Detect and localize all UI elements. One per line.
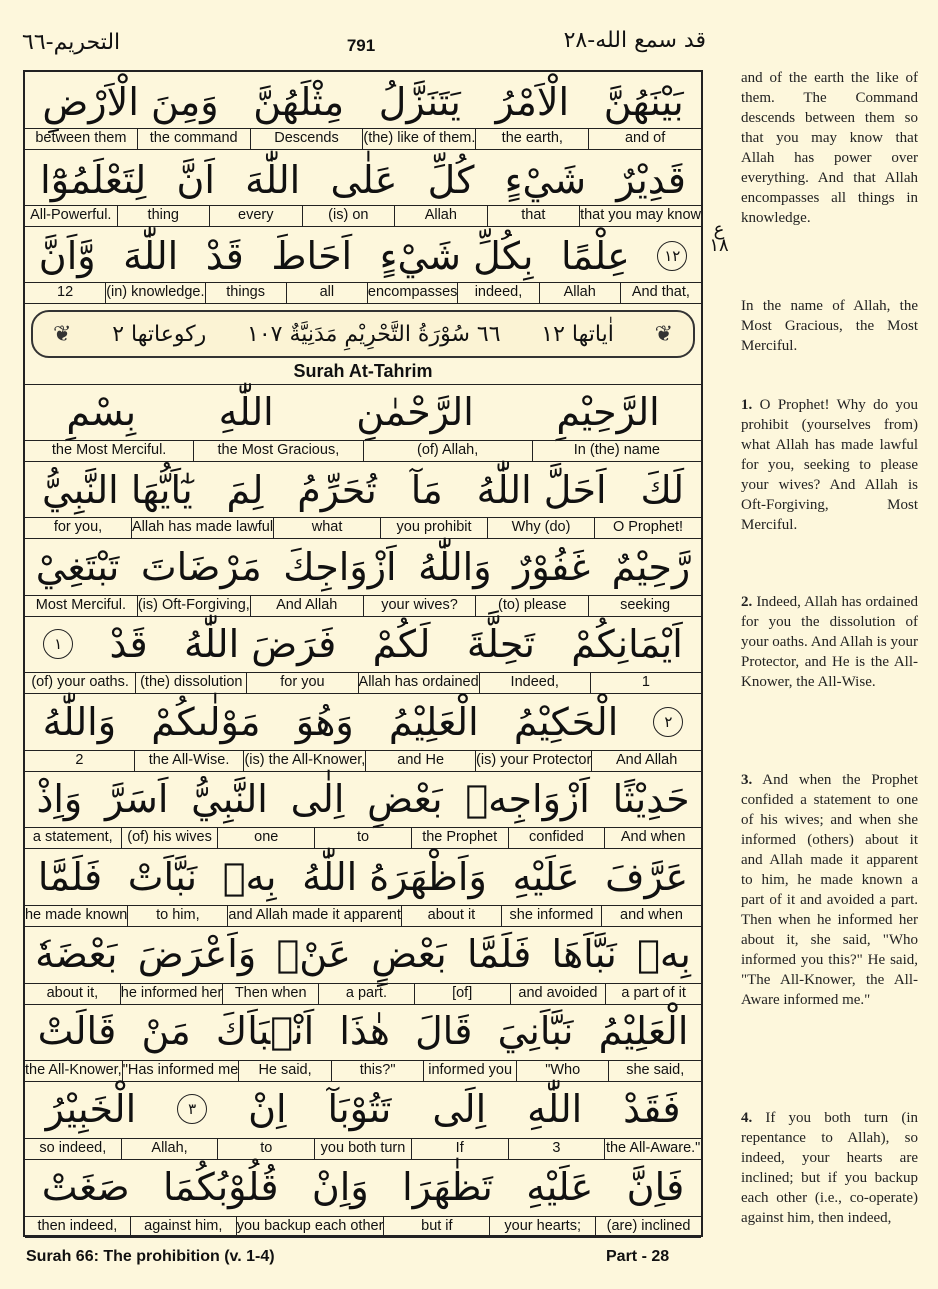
arabic-word: قَدْ <box>109 622 148 666</box>
translation-cell: the Most Merciful. <box>51 442 167 458</box>
side-paragraph <box>741 395 918 535</box>
arabic-word: اَحَاطَ <box>271 234 353 278</box>
arabic-word: اِلٰى <box>290 777 345 821</box>
translation-cell: O Prophet! <box>594 518 701 538</box>
arabic-verse-line <box>25 232 701 280</box>
arabic-word: غَفُوْرٌ <box>513 545 591 589</box>
translation-cell: In (the) name <box>532 441 701 461</box>
arabic-word: اَيْمَانِكُمْ <box>571 622 683 666</box>
translation-cell: He said, <box>238 1061 331 1081</box>
translation-cell: Indeed, <box>479 673 590 693</box>
translation-cell: she said, <box>608 1061 701 1081</box>
arabic-word: مَنْ <box>141 1009 191 1053</box>
translation-cell: the earth, <box>475 129 588 149</box>
translation-cell: Allah has ordained <box>358 673 479 693</box>
ayah-number-marker: ١ <box>43 629 73 659</box>
english-translation-line <box>25 205 701 227</box>
translation-cell: Allah <box>539 283 620 303</box>
arabic-word: اللّٰهِ <box>218 390 274 434</box>
translation-cell: a part of it <box>605 984 701 1004</box>
english-translation-line <box>25 517 701 539</box>
arabic-verse-line <box>25 1085 701 1133</box>
translation-cell: (of) Allah, <box>363 441 532 461</box>
arabic-word: بِسْمِ <box>66 390 137 434</box>
arabic-word: الْحَكِيْمُ <box>513 700 619 744</box>
translation-cell: and He <box>365 751 475 771</box>
translation-cell: your wives? <box>363 596 476 616</box>
translation-cell: that <box>487 206 580 226</box>
arabic-word: عَلَيْهِ <box>512 855 580 899</box>
translation-cell: Then when <box>222 984 318 1004</box>
translation-cell: you both turn <box>314 1139 411 1159</box>
arabic-word: تَظٰهَرَا <box>402 1165 493 1209</box>
arabic-word: اَسَرَّ <box>105 777 169 821</box>
arabic-word: بَعْضِ <box>367 777 443 821</box>
arabic-word: عِلْمًا <box>560 234 630 278</box>
arabic-word: فَلَمَّا <box>37 855 103 899</box>
header-juz-arabic: قد سمع الله-٢٨ <box>563 28 706 53</box>
arabic-word: وَمِنَ الْاَرْضِ <box>42 80 219 124</box>
translation-cell: (is) Oft-Forgiving, <box>137 596 250 616</box>
arabic-word: اَزْوَاجِهٖ <box>465 777 590 821</box>
translation-cell: Why (do) <box>487 518 594 538</box>
english-translation-line <box>25 282 701 304</box>
arabic-verse-line <box>25 930 701 978</box>
arabic-word: بِهٖ <box>637 932 691 976</box>
arabic-word: وَاللّٰهُ <box>418 545 492 589</box>
translation-cell: (is) the All-Knower, <box>243 751 365 771</box>
arabic-verse-line <box>25 775 701 823</box>
translation-cell: you backup each other <box>236 1217 384 1237</box>
arabic-verse-line <box>25 620 701 668</box>
translation-cell: she informed <box>501 906 601 926</box>
arabic-word: وَاللّٰهُ <box>42 700 117 744</box>
arabic-word: نَبَّاَتْ <box>127 855 198 899</box>
arabic-word: بَعْضَهٗ <box>35 932 118 976</box>
translation-cell: about it, <box>46 985 99 1001</box>
english-translation-line <box>25 905 701 927</box>
translation-cell: (the) dissolution <box>135 673 246 693</box>
ayah-number-marker: ١٢ <box>657 241 687 271</box>
arabic-word: اَنْۢبَاَكَ <box>215 1009 315 1053</box>
arabic-word: لِمَ <box>226 468 264 512</box>
translation-cell: 2 <box>75 752 84 768</box>
translation-cell: about it <box>401 906 501 926</box>
arabic-word: يَتَنَزَّلُ <box>378 80 461 124</box>
arabic-word: قَدِيْرٌ <box>616 158 686 202</box>
translation-cell: All-Powerful. <box>30 207 112 223</box>
translation-cell: the Prophet <box>411 828 508 848</box>
arabic-word: بِهٖ <box>222 855 277 899</box>
arabic-word: قَالَ <box>415 1009 473 1053</box>
translation-cell: seeking <box>588 596 701 616</box>
ayah-number-marker: ٢ <box>653 707 683 737</box>
translation-cell: Allah has made lawful <box>131 518 273 538</box>
arabic-word: اللّٰهِ <box>527 1087 583 1131</box>
translation-cell: informed you <box>423 1061 516 1081</box>
translation-grid <box>23 70 703 1237</box>
arabic-word: وَاِنْ <box>311 1165 369 1209</box>
side-paragraph <box>741 68 918 228</box>
arabic-word: تَتُوْبَآ <box>327 1087 392 1131</box>
arabic-word: وَاِذْ <box>36 777 83 821</box>
arabic-word: بَعْضٍ <box>371 932 447 976</box>
translation-cell: he made known <box>24 907 128 923</box>
arabic-word: الْعَلِيْمُ <box>598 1009 689 1053</box>
translation-cell: this?" <box>331 1061 424 1081</box>
arabic-word: الْعَلِيْمُ <box>388 700 479 744</box>
translation-cell: And Allah <box>250 596 363 616</box>
arabic-verse-line <box>25 1163 701 1211</box>
translation-cell: If <box>411 1139 508 1159</box>
arabic-word: هٰذَا <box>339 1009 390 1053</box>
verse-number: 4. <box>741 1110 753 1126</box>
arabic-word: يٰٓاَيُّهَا النَّبِيُّ <box>42 468 193 512</box>
translation-cell: indeed, <box>457 283 538 303</box>
arabic-word: اللّٰهَ <box>123 234 179 278</box>
ayah-number-marker: ٣ <box>177 1094 207 1124</box>
side-text: If you both turn (in repentance to Allah), so indeed, your hearts are inclined; but if you backup each other (i.e., co-operate) against him, then indeed, <box>741 1110 919 1226</box>
english-translation-line <box>25 1138 701 1160</box>
arabic-word: اَزْوَاجِكَ <box>283 545 397 589</box>
arabic-word: رَّحِيْمٌ <box>611 545 691 589</box>
side-text: And when the Prophet confided a statement to one of his wives; and when she informed (others) about it and Allah made it apparent to him, he made known a part of it and avoided a part. Then when he informed her about it, she said, "Who informed you this?" He said, "The All-Knower, the All-Aware informed me." <box>741 772 918 1008</box>
translation-cell: but if <box>383 1217 489 1237</box>
translation-cell: between them <box>35 130 127 146</box>
translation-cell: the All-Aware." <box>604 1139 701 1159</box>
footer-surah-info: Surah 66: The prohibition (v. 1-4) <box>26 1248 275 1265</box>
side-paragraph <box>741 770 918 1010</box>
verse-number: 1. <box>741 397 753 413</box>
translation-cell: confided <box>508 828 605 848</box>
translation-cell: you prohibit <box>380 518 487 538</box>
translation-cell: and when <box>601 906 701 926</box>
translation-cell: then indeed, <box>37 1218 118 1234</box>
arabic-word: تُحَرِّمُ <box>297 468 377 512</box>
translation-cell: And when <box>604 828 701 848</box>
arabic-word: اَحَلَّ اللّٰهُ <box>476 468 607 512</box>
banner-ayat-count: اٰياتها ١٢ <box>541 321 614 347</box>
arabic-word: نَبَّاَنِيَ <box>497 1009 574 1053</box>
arabic-verse-line <box>25 1007 701 1055</box>
translation-cell: for you <box>246 673 357 693</box>
side-text: and of the earth the like of them. The Command descends between them so that you may know that Allah has power over everything. And that Allah encompasses all things in knowledge. <box>741 70 918 226</box>
arabic-word: قَدْ <box>205 234 244 278</box>
translation-cell: (to) please <box>475 596 588 616</box>
english-translation-line <box>25 1060 701 1082</box>
arabic-word: حَدِيْثًا <box>612 777 690 821</box>
arabic-word: وَاَعْرَضَ <box>137 932 257 976</box>
english-translation-line <box>25 440 701 462</box>
arabic-verse-line <box>25 156 701 204</box>
translation-cell: [of] <box>414 984 510 1004</box>
ruku-margin-mark: ع ١٨ <box>709 219 729 256</box>
side-text: O Prophet! Why do you prohibit (yourselves from) what Allah has made lawful for you, seeking to please your wives? And Allah is Oft-Forgiving, Most Merciful. <box>741 397 918 533</box>
translation-cell: to him, <box>127 906 227 926</box>
translation-cell: Allah, <box>121 1139 218 1159</box>
translation-cell: 1 <box>590 673 701 693</box>
arabic-word: النَّبِيُّ <box>191 777 268 821</box>
translation-cell: (of) his wives <box>121 828 218 848</box>
translation-cell: one <box>217 828 314 848</box>
arabic-verse-line <box>25 388 701 436</box>
translation-cell: your hearts; <box>489 1217 595 1237</box>
arabic-word: شَيْءٍ <box>504 158 587 202</box>
translation-cell: and of <box>588 129 701 149</box>
arabic-word: وَاَظْهَرَهُ اللّٰهُ <box>302 855 487 899</box>
arabic-verse-line <box>25 78 701 126</box>
english-translation-line <box>25 595 701 617</box>
arabic-word: لَكُمْ <box>372 622 431 666</box>
arabic-word: عَلَيْهِ <box>526 1165 594 1209</box>
english-translation-line <box>25 128 701 150</box>
translation-cell: Descends <box>250 129 363 149</box>
translation-cell: 12 <box>57 284 74 300</box>
translation-cell: encompasses <box>367 283 457 303</box>
arabic-word: فَقَدْ <box>623 1087 681 1131</box>
banner-surah-name: ٦٦ سُوْرَةُ التَّحْرِيْمِ مَدَنِيَّةٌ ١٠٧ <box>247 321 501 347</box>
translation-cell: the All-Knower, <box>24 1062 122 1078</box>
side-text: Indeed, Allah has ordained for you the dissolution of your oaths. And Allah is your Protector, and He is the All-Knower, the All-Wise. <box>741 594 919 690</box>
translation-cell: thing <box>117 206 210 226</box>
translation-cell: against him, <box>130 1217 236 1237</box>
translation-cell: And Allah <box>591 751 701 771</box>
arabic-word: لِتَعْلَمُوْٓا <box>40 158 147 202</box>
arabic-word: فَلَمَّا <box>466 932 532 976</box>
translation-cell: a statement, <box>32 829 113 845</box>
arabic-verse-line <box>25 853 701 901</box>
side-paragraph <box>741 1108 918 1228</box>
arabic-word: الرَّحْمٰنِ <box>356 390 474 434</box>
arabic-word: كُلِّ <box>427 158 475 202</box>
translation-cell: the All-Wise. <box>134 751 244 771</box>
translation-cell: and avoided <box>510 984 606 1004</box>
banner-ruku-count: ركوعاتها ٢ <box>112 321 207 347</box>
arabic-word: الْخَبِيْرُ <box>45 1087 137 1131</box>
arabic-verse-line <box>25 466 701 514</box>
translation-cell: to <box>314 828 411 848</box>
translation-cell: every <box>209 206 302 226</box>
ornament-icon: ❦ <box>53 321 72 347</box>
arabic-word: اَنَّ <box>176 158 215 202</box>
footer-part: Part - 28 <box>606 1248 670 1265</box>
arabic-word: الرَّحِيْمِ <box>556 390 660 434</box>
translation-cell: (the) like of them. <box>362 129 475 149</box>
english-translation-line <box>25 827 701 849</box>
translation-cell: that you may know <box>579 206 701 226</box>
arabic-word: مَرْضَاتَ <box>140 545 262 589</box>
translation-cell: what <box>273 518 380 538</box>
verse-number: 3. <box>741 772 753 788</box>
arabic-word: الْاَمْرُ <box>495 80 570 124</box>
arabic-word: مِثْلَهُنَّ <box>253 80 345 124</box>
translation-cell: And that, <box>620 283 701 303</box>
translation-cell: (is) your Protector <box>475 751 591 771</box>
arabic-word: مَوْلٰىكُمْ <box>151 700 261 744</box>
side-text: In the name of Allah, the Most Gracious, the Most Merciful. <box>741 298 918 354</box>
arabic-word: مَآ <box>410 468 443 512</box>
arabic-word: لَكَ <box>640 468 685 512</box>
arabic-word: فَاِنَّ <box>626 1165 685 1209</box>
surah-title: Surah At-Tahrim <box>25 360 701 385</box>
header-surah-arabic: التحريم-٦٦ <box>22 30 121 55</box>
side-paragraph <box>741 296 918 356</box>
arabic-word: اللّٰهَ <box>245 158 301 202</box>
side-paragraph <box>741 592 918 692</box>
translation-cell: a part. <box>318 984 414 1004</box>
page-number: 791 <box>346 36 376 55</box>
translation-cell: the command <box>137 129 250 149</box>
arabic-word: تَبْتَغِيْ <box>35 545 120 589</box>
english-translation-line <box>25 672 701 694</box>
translation-cell: "Who <box>516 1061 609 1081</box>
ornament-icon: ❦ <box>654 321 673 347</box>
arabic-word: قُلُوْبُكُمَا <box>163 1165 279 1209</box>
translation-cell: he informed her <box>120 984 223 1004</box>
translation-cell: and Allah made it apparent <box>227 906 401 926</box>
translation-cell: (in) knowledge. <box>105 283 204 303</box>
translation-cell: things <box>205 283 286 303</box>
arabic-word: عَرَّفَ <box>605 855 689 899</box>
translation-cell: all <box>286 283 367 303</box>
translation-cell: "Has informed me <box>122 1061 239 1081</box>
translation-cell: (are) inclined <box>595 1217 701 1237</box>
translation-cell: Most Merciful. <box>35 597 127 613</box>
arabic-word: عَلٰى <box>330 158 398 202</box>
arabic-word: صَغَتْ <box>41 1165 130 1209</box>
arabic-word: عَنْۢ <box>276 932 351 976</box>
translation-cell: 3 <box>508 1139 605 1159</box>
arabic-word: فَرَضَ اللّٰهُ <box>184 622 337 666</box>
arabic-word: اِنْ <box>248 1087 287 1131</box>
english-translation-line <box>25 750 701 772</box>
surah-banner <box>31 310 695 358</box>
arabic-word: اِلَى <box>432 1087 487 1131</box>
arabic-word: قَالَتْ <box>37 1009 117 1053</box>
arabic-verse-line <box>25 543 701 591</box>
translation-cell: for you, <box>53 519 103 535</box>
arabic-word: نَبَّاَهَا <box>551 932 617 976</box>
translation-cell: so indeed, <box>39 1140 107 1156</box>
translation-cell: (is) on <box>302 206 395 226</box>
arabic-word: وَّاَنَّ <box>38 234 96 278</box>
arabic-word: بِكُلِّ شَيْءٍ <box>379 234 534 278</box>
verse-number: 2. <box>741 594 753 610</box>
translation-cell: Allah <box>394 206 487 226</box>
arabic-verse-line <box>25 698 701 746</box>
english-translation-line <box>25 983 701 1005</box>
arabic-word: بَيْنَهُنَّ <box>603 80 684 124</box>
translation-cell: the Most Gracious, <box>193 441 362 461</box>
translation-cell: (of) your oaths. <box>31 674 129 690</box>
arabic-word: وَهُوَ <box>295 700 354 744</box>
arabic-word: تَحِلَّةَ <box>466 622 535 666</box>
english-translation-line <box>25 1216 701 1238</box>
translation-cell: to <box>217 1139 314 1159</box>
